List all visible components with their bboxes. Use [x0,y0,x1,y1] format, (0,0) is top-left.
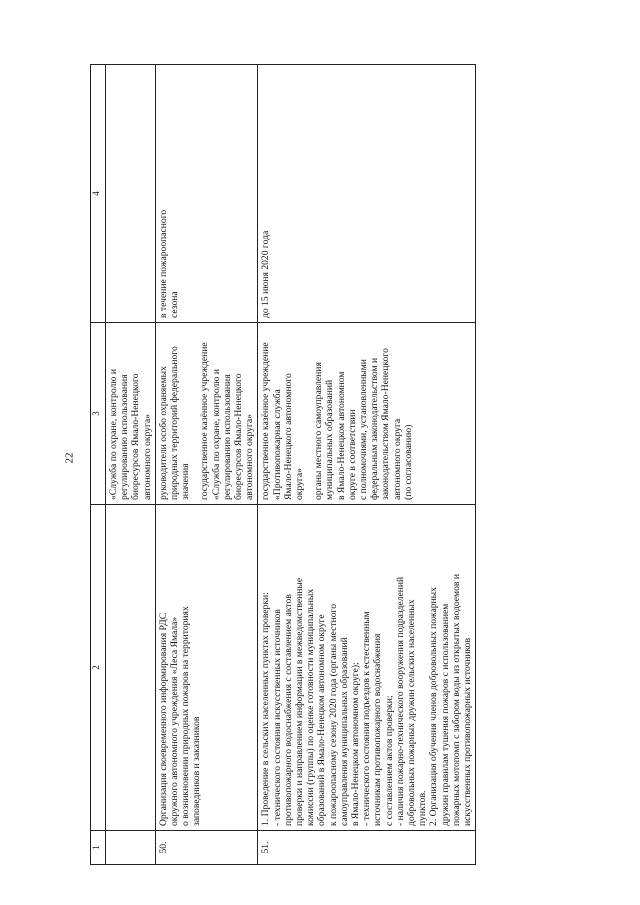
responsible-line: округе в соответствии [346,409,358,500]
deadline-cell [155,65,258,323]
responsible-line: «Служба по охране, контролю и [108,369,119,500]
task-line: образований в Ямало-Ненецком автономном округе [316,614,328,826]
responsible-line: биоресурсов Ямало-Ненецкого [233,373,245,500]
block-gap [305,327,313,500]
task-line: добровольных пожарных дружин сельских населенных [406,599,418,826]
table-row [155,65,258,865]
row-number-cell [106,831,156,865]
responsible-line: биоресурсов Ямало-Ненецкого [130,373,142,500]
task-line: противопожарного водоснабжения с составлением актов [282,594,294,826]
task-line: самоуправления муниципальных образований [338,637,350,826]
responsible-line: с полномочиями, установленными [358,359,370,500]
responsible-line: федеральным законодательством и [369,357,381,500]
responsible-cell [155,323,258,505]
task-line: - технического состояния искусственных источников [271,609,283,826]
task-line: 2. Организация обучения членов добровольных пожарных [428,587,440,826]
plan-table-sheet [90,65,560,865]
column-header-2: 2 [91,505,106,831]
responsible-line: автономного округа» [244,414,256,500]
responsible-line: Ямало-Ненецкого автономного [282,373,294,500]
block-gap [191,327,199,500]
page-number: 22 [63,452,76,464]
responsible-line: органы местного самоуправления [313,362,325,500]
task-line: пунктов. [417,790,429,826]
responsible-cell [258,323,476,505]
task-line: Организация своевременного информирования РДС [157,612,169,826]
responsible-line: регулированию использования [221,374,233,500]
responsible-line: природных территорий федерального [169,346,181,500]
task-line: заповедников и заказников [191,716,203,826]
task-line: искусственных противопожарных источников [462,637,474,826]
header-row [91,65,106,865]
task-cell [106,505,156,831]
task-line: комиссии (группы) по оценке готовности муниципальных [305,588,317,826]
responsible-line: государственное казённое учреждение [260,342,272,500]
deadline-line: до 15 июня 2020 года [260,230,272,318]
responsible-line: регулированию использования [119,374,131,500]
task-line: источникам противопожарного водоснабжения [372,633,384,826]
deadline-cell [258,65,476,323]
table-body [106,65,476,865]
responsible-line: в Ямало-Ненецком автономном [335,371,347,500]
deadline-line: сезона [169,291,181,318]
responsible-line: муниципальных образований [324,379,336,500]
task-line: 1. Проведение в сельских населенных пунктах проверки: [260,592,272,826]
deadline-cell [106,65,156,323]
responsible-line: «Противопожарная служба [271,389,283,500]
responsible-line: руководители особо охраняемых [157,366,169,500]
row-number-cell: 51. [258,831,476,865]
task-line: - наличия пожарно-технического вооружения подразделений [394,576,406,826]
responsible-line: автономного округа [391,418,403,500]
task-line: окружного автономного учреждения «Леса Ямала» [169,616,181,826]
task-line: в Ямало-Ненецком автономном округе); [350,662,362,826]
responsible-line: автономного округа» [141,414,153,500]
row-number-cell: 50. [155,831,258,865]
responsible-line: законодательством Ямало-Ненецкого [380,348,392,500]
task-line: к пожароопасному сезону 2020 года (органы местного [327,603,339,826]
responsible-line: (по согласованию) [402,424,414,500]
column-header-1: 1 [91,831,106,865]
task-cell [155,505,258,831]
responsible-line: государственное казённое учреждение [199,342,211,500]
responsible-line: «Служба по охране, контролю и [210,369,222,500]
plan-table [90,64,476,865]
task-line: дружин правилам тушения пожаров с использованием [439,603,451,826]
responsible-line: округа» [294,468,306,500]
table-row [258,65,476,865]
task-cell [258,505,476,831]
task-line: - технического состояния подъездов к естественным [361,611,373,826]
deadline-line: в течение пожароопасного [157,209,169,318]
responsible-cell [106,323,156,505]
column-header-3: 3 [91,323,106,505]
task-line: пожарных мотопомп с забором воды из открытых водоемов и [450,574,462,826]
table-row [106,65,156,865]
task-line: о возникновении природных пожаров на территориях [180,606,192,826]
task-line: проверки и направлением информации в межведомственные [294,577,306,826]
column-header-4: 4 [91,65,106,323]
task-line: с составлением актов проверки; [383,695,395,826]
responsible-line: значения [180,463,192,500]
